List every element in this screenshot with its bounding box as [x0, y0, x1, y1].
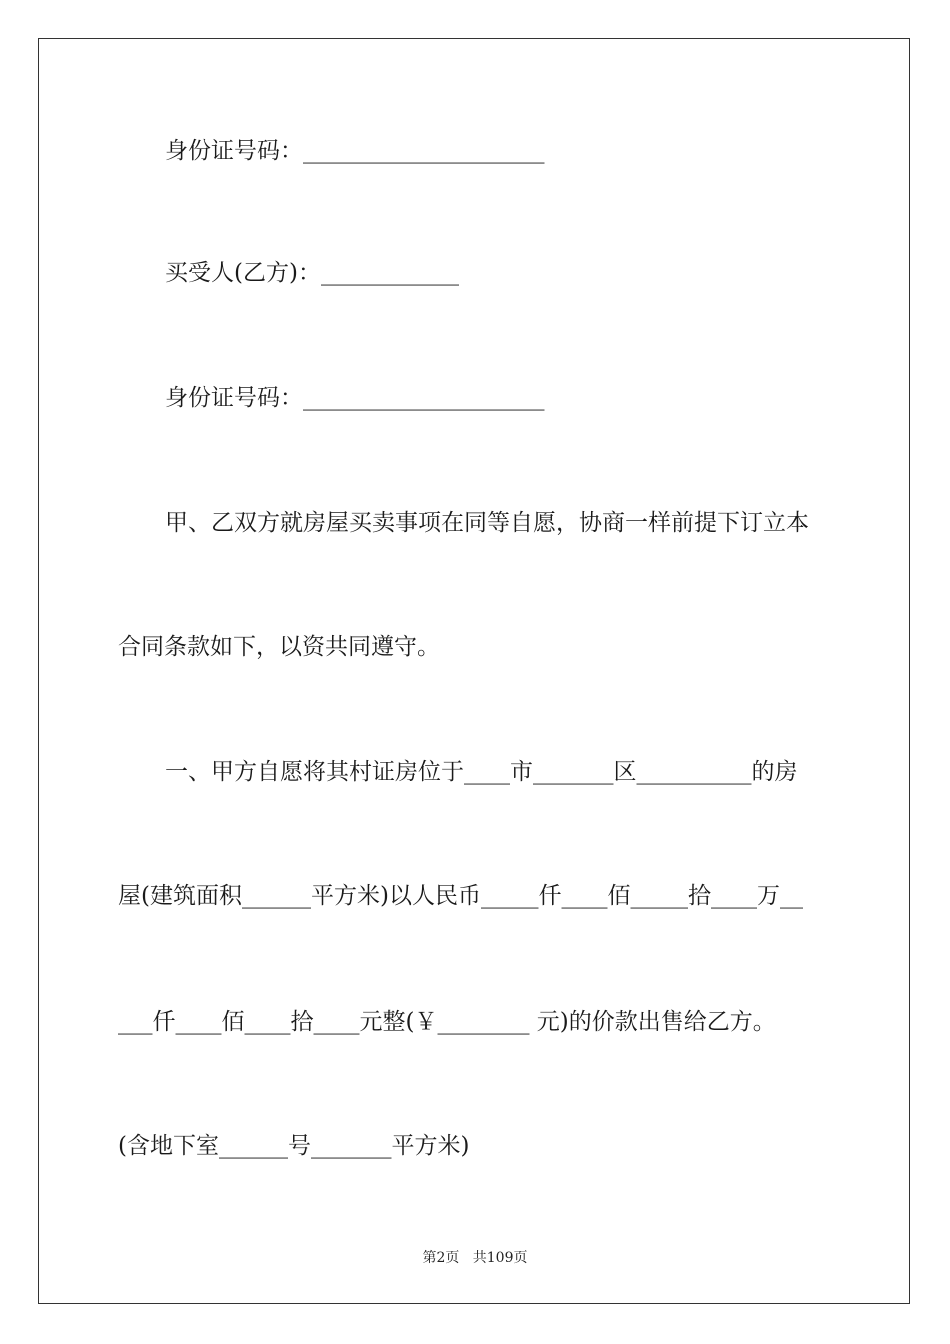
buyer-id-number-line: 身份证号码：_____________________ — [165, 385, 545, 411]
clause-1-line-1: 一、甲方自愿将其村证房位于____市_______区__________的房 — [165, 759, 798, 785]
seller-id-number-line: 身份证号码：_____________________ — [165, 138, 545, 164]
buyer-party-line: 买受人(乙方)：____________ — [165, 260, 459, 286]
basement-line: (含地下室______号_______平方米) — [118, 1133, 470, 1159]
page-number-footer: 第2页 共109页 — [422, 1250, 528, 1266]
clause-1-line-2: 屋(建筑面积______平方米)以人民币_____仟____佰_____拾____万__ — [118, 883, 803, 909]
preamble-line-2: 合同条款如下，以资共同遵守。 — [118, 634, 440, 660]
clause-1-line-3: ___仟____佰____拾____元整(￥________ 元)的价款出售给乙方。 — [118, 1009, 776, 1035]
preamble-line-1: 甲、乙双方就房屋买卖事项在同等自愿，协商一样前提下订立本 — [165, 510, 809, 536]
page-border — [38, 38, 910, 1304]
